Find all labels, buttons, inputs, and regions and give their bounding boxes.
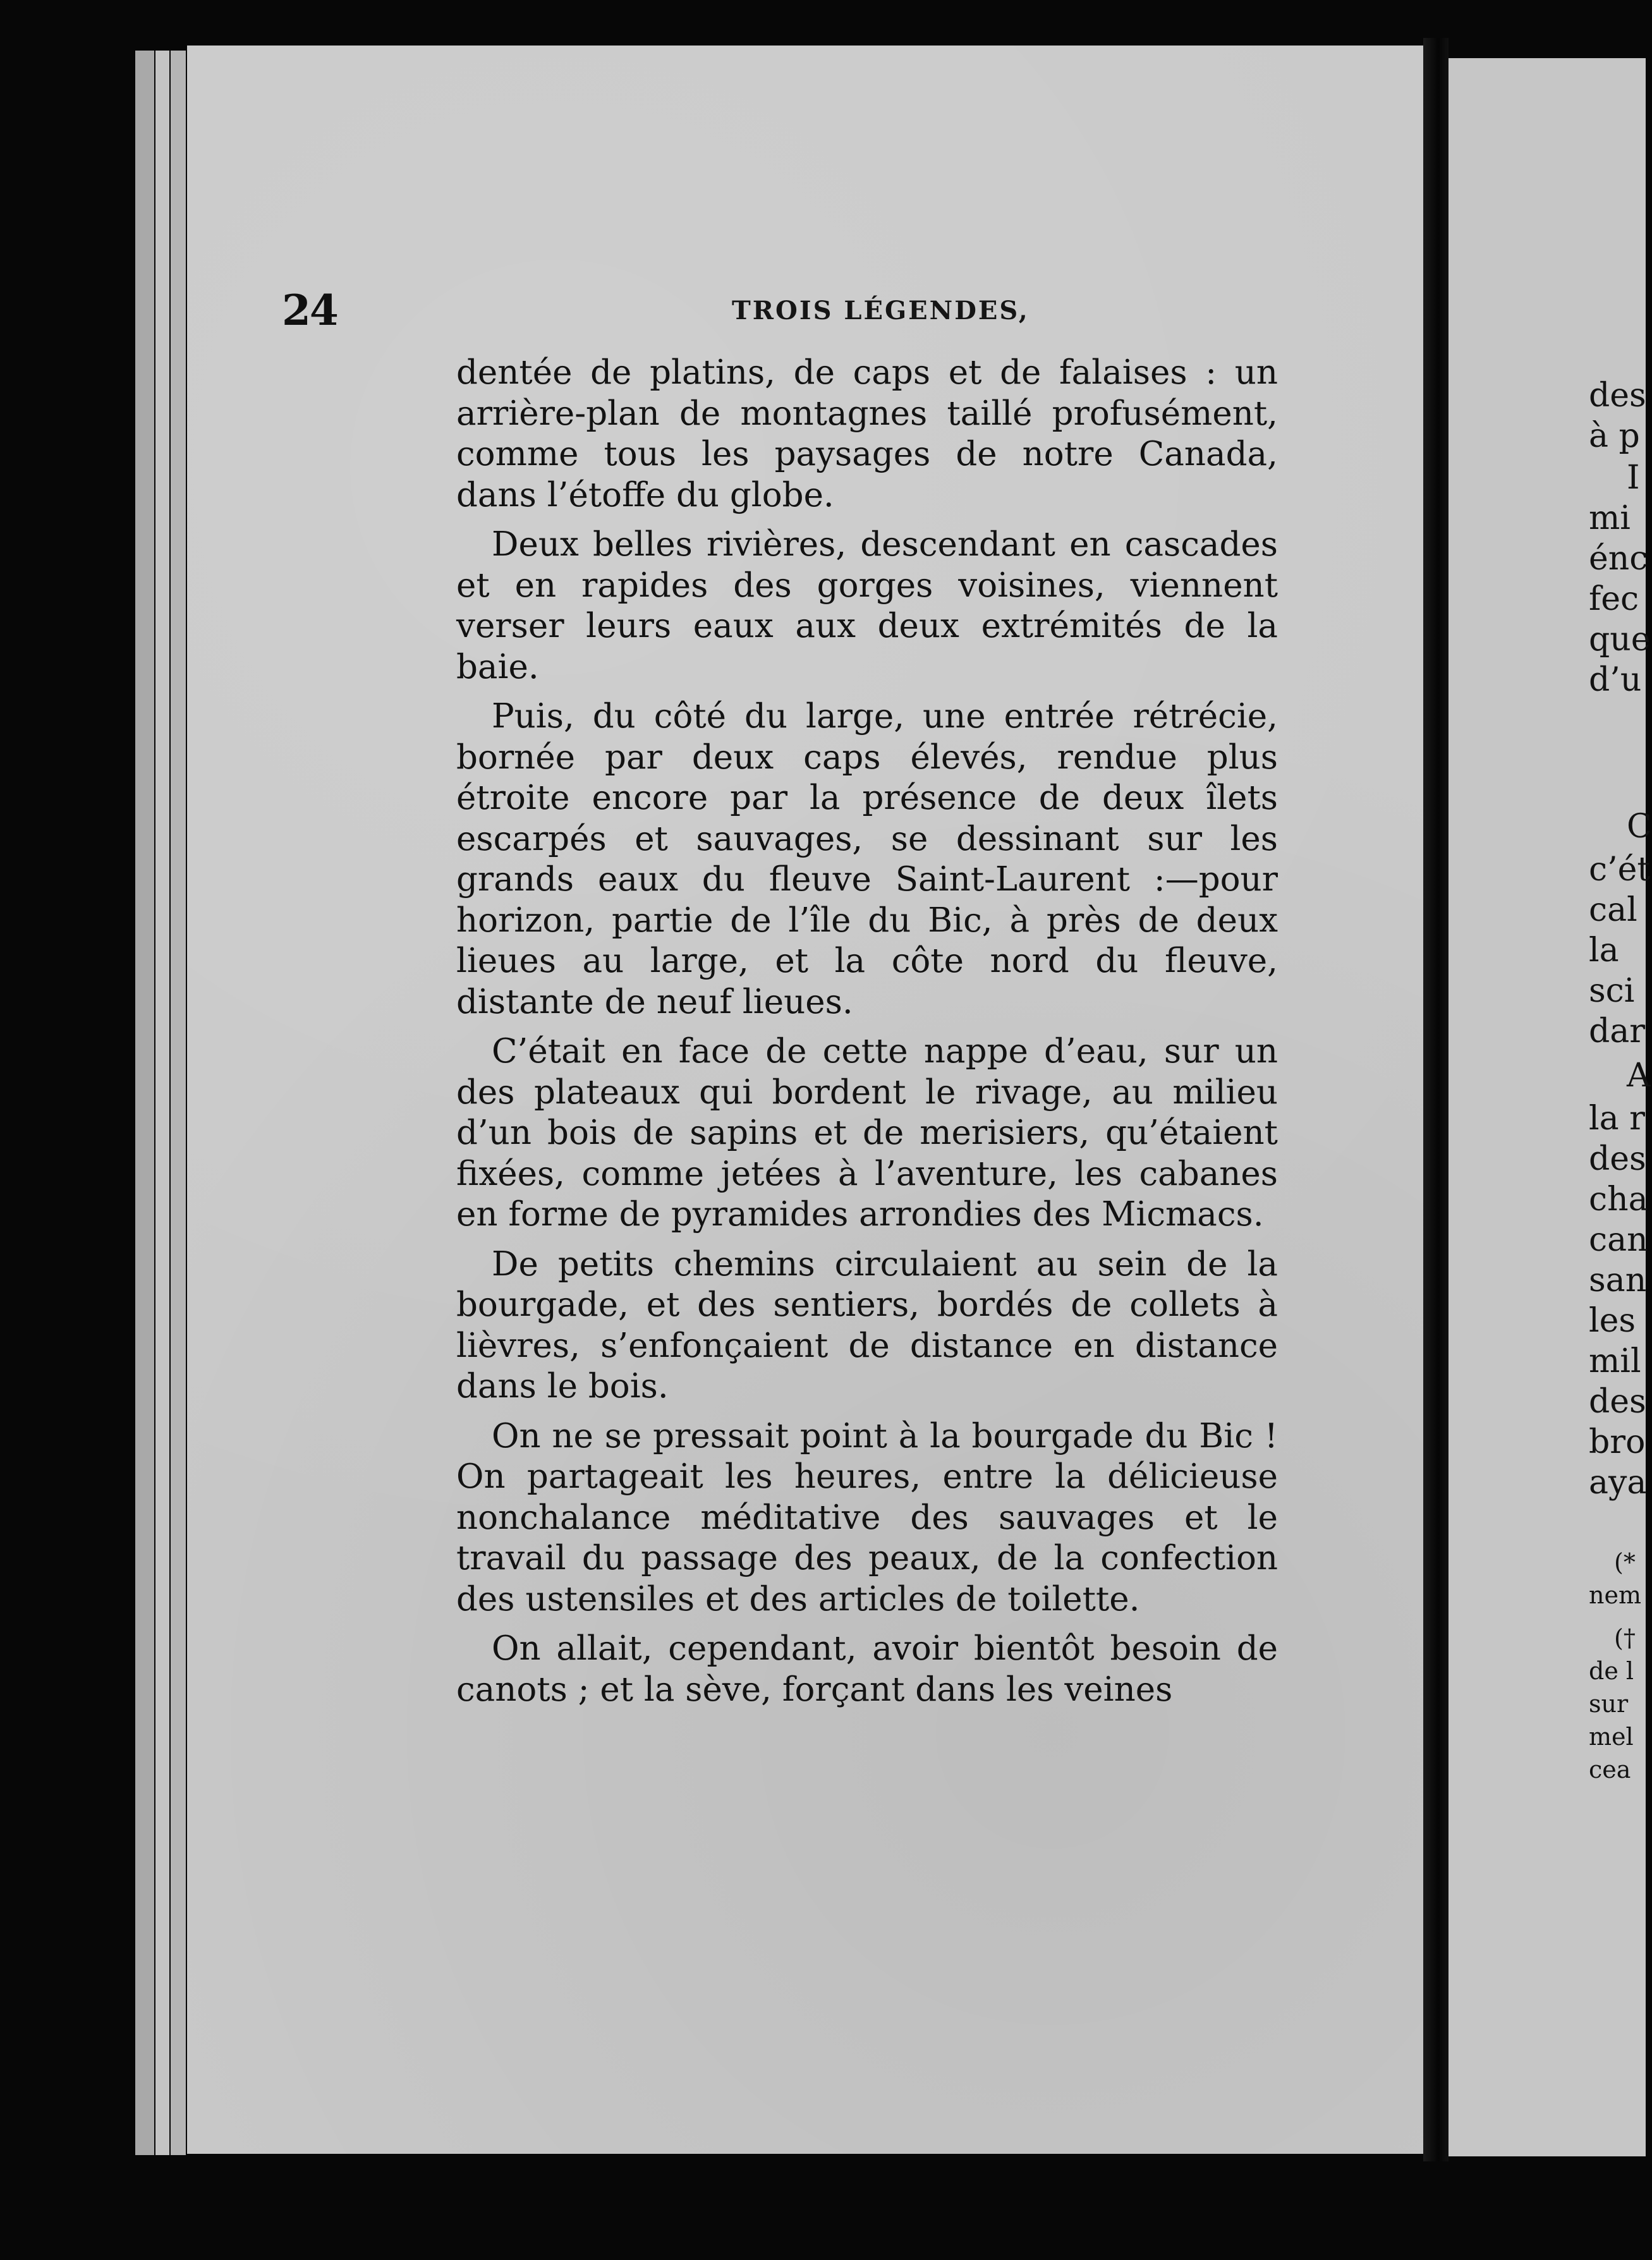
facing-fragment: mi	[1589, 499, 1631, 537]
facing-fragment: I	[1627, 459, 1640, 497]
facing-fragment: (†	[1614, 1624, 1636, 1652]
body-text	[456, 353, 1278, 1719]
facing-fragment: san	[1589, 1261, 1647, 1299]
facing-fragment: les	[1589, 1302, 1636, 1340]
facing-fragment: can	[1589, 1221, 1648, 1259]
facing-fragment: fec	[1589, 580, 1639, 618]
paragraph: On ne se pressait point à la bourgade du Bic ! On partageait les heures, entre la délicieuse nonchalance méditative des sauvages et le travail du passage des peaux, de la confection des ustensiles et des articles de toilette.	[456, 1416, 1278, 1619]
facing-fragment: A	[1627, 1057, 1651, 1095]
facing-fragment: dar	[1589, 1012, 1646, 1050]
page-number: 24	[282, 286, 337, 335]
facing-fragment: C	[1627, 808, 1652, 846]
facing-fragment: mil	[1589, 1342, 1641, 1380]
facing-fragment: mel	[1589, 1723, 1634, 1751]
facing-fragment: sci	[1589, 972, 1635, 1010]
facing-fragment: nem	[1589, 1581, 1641, 1609]
facing-fragment: cal	[1589, 891, 1637, 929]
running-title: TROIS LÉGENDES,	[732, 296, 1029, 325]
binding-gutter	[1423, 38, 1449, 2161]
paragraph: On allait, cependant, avoir bientôt besoin de canots ; et la sève, forçant dans les veines	[456, 1629, 1278, 1709]
paragraph: dentée de platins, de caps et de falaises : un arrière-plan de montagnes taillé profusément, comme tous les paysages de notre Canada, dans l’étoffe du globe.	[456, 353, 1278, 514]
paragraph: Puis, du côté du large, une entrée rétrécie, bornée par deux caps élevés, rendue plus étroite encore par la présence de deux îlets escarpés et sauvages, se dessinant sur les grands eaux du fleuve Saint-Laurent :—pour horizon, partie de l’île du Bic, à près de deux lieues au large, et la côte nord du fleuve, distante de neuf lieues.	[456, 697, 1278, 1021]
facing-fragment: (*	[1614, 1548, 1636, 1576]
facing-fragment: d’u	[1589, 661, 1642, 699]
facing-fragment: énc	[1589, 540, 1648, 578]
paragraph: C’était en face de cette nappe d’eau, sur un des plateaux qui bordent le rivage, au milieu d’un bois de sapins et de merisiers, qu’étaient fixées, comme jetées à l’aventure, les cabanes en forme de pyramides arrondies des Micmacs.	[456, 1032, 1278, 1234]
page-edge	[171, 51, 186, 2155]
facing-fragment: des	[1589, 1140, 1646, 1178]
page-edge	[155, 51, 169, 2155]
paragraph: De petits chemins circulaient au sein de la bourgade, et des sentiers, bordés de collets à lièvres, s’enfonçaient de distance en distance dans le bois.	[456, 1244, 1278, 1406]
facing-fragment: que	[1589, 621, 1651, 659]
facing-fragment: c’ét	[1589, 851, 1651, 889]
paragraph: Deux belles rivières, descendant en cascades et en rapides des gorges voisines, viennent verser leurs eaux aux deux extrémités de la baie.	[456, 525, 1278, 686]
facing-fragment: bro	[1589, 1423, 1646, 1461]
facing-fragment: des	[1589, 377, 1646, 415]
facing-fragment: la	[1589, 932, 1619, 969]
facing-fragment: cha	[1589, 1181, 1648, 1218]
facing-fragment: aya	[1589, 1464, 1647, 1502]
facing-fragment: cea	[1589, 1756, 1631, 1783]
facing-page	[1449, 58, 1652, 2156]
facing-fragment: à p	[1589, 417, 1640, 455]
facing-fragment: des	[1589, 1383, 1646, 1421]
page-header	[282, 286, 1280, 343]
page-edge	[135, 51, 154, 2155]
facing-fragment: sur	[1589, 1690, 1629, 1718]
facing-fragment: la r	[1589, 1100, 1646, 1138]
facing-fragment: de l	[1589, 1657, 1634, 1685]
